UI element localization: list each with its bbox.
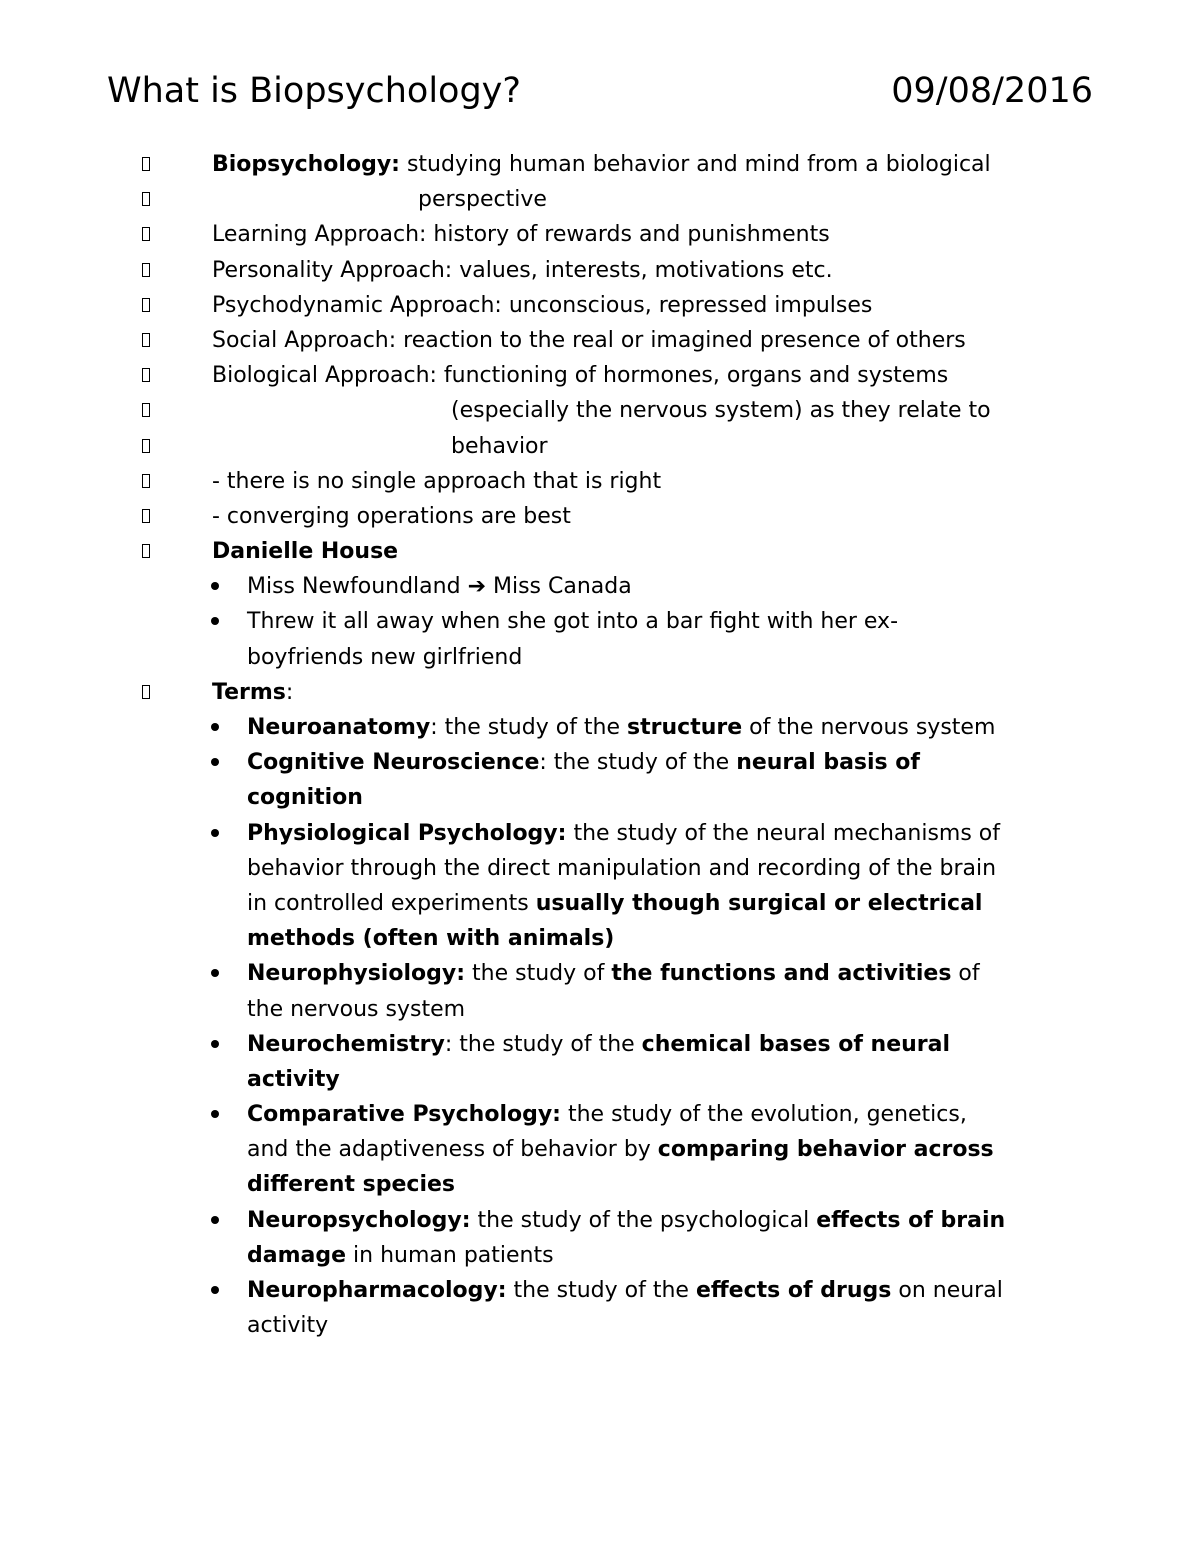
- list-item: Biological Approach: functioning of hormones, organs and systems: [0, 358, 1200, 393]
- list-item: Personality Approach: values, interests, motivations etc.: [0, 253, 1200, 288]
- list-item: - converging operations are best: [0, 499, 1200, 534]
- square-bullet-icon: [142, 544, 150, 558]
- term-label: Biopsychology:: [212, 152, 400, 177]
- square-bullet-icon: [142, 368, 150, 382]
- list-item: [0, 534, 1200, 569]
- square-bullet-icon: [142, 157, 150, 171]
- page-title: What is Biopsychology?: [107, 71, 521, 111]
- term-item-continued: cognition: [247, 785, 363, 811]
- square-bullet-icon: [142, 227, 150, 241]
- term-item-continued: and the adaptiveness of behavior by comparing behavior across: [247, 1137, 994, 1163]
- round-bullet-icon: [211, 582, 219, 590]
- term-item: Neuropharmacology: the study of the effects of drugs on neural: [0, 1273, 1200, 1308]
- round-bullet-icon: [211, 969, 219, 977]
- section-heading: Danielle House: [212, 539, 399, 565]
- round-bullet-icon: [211, 758, 219, 766]
- term-item-continued: activity: [247, 1066, 340, 1092]
- square-bullet-icon: [142, 685, 150, 699]
- square-bullet-icon: [142, 333, 150, 347]
- round-bullet-icon: [211, 1040, 219, 1048]
- sub-list-item: Miss Newfoundland ➔ Miss Canada: [0, 569, 1200, 604]
- sub-list-item-continued: boyfriends new girlfriend: [247, 644, 523, 670]
- square-bullet-icon: [142, 509, 150, 523]
- round-bullet-icon: [211, 1110, 219, 1118]
- square-bullet-icon: [142, 298, 150, 312]
- list-item: Biopsychology: studying human behavior and mind from a biological: [0, 147, 1200, 182]
- term-item: Neurophysiology: the study of the functions and activities of: [0, 956, 1200, 991]
- round-bullet-icon: [211, 1286, 219, 1294]
- list-item: - there is no single approach that is right: [0, 464, 1200, 499]
- list-item: Terms:: [0, 675, 1200, 710]
- section-heading: Terms: [212, 679, 286, 705]
- document-header: [107, 68, 1093, 114]
- list-item: perspective: [0, 182, 1200, 217]
- round-bullet-icon: [211, 1216, 219, 1224]
- list-item: Social Approach: reaction to the real or imagined presence of others: [0, 323, 1200, 358]
- term-item-continued: behavior through the direct manipulation and recording of the brain: [247, 855, 997, 881]
- term-item-continued: in controlled experiments usually though surgical or electrical: [247, 890, 983, 916]
- list-item: Psychodynamic Approach: unconscious, repressed impulses: [0, 288, 1200, 323]
- round-bullet-icon: [211, 617, 219, 625]
- term-item-continued: damage in human patients: [247, 1242, 554, 1268]
- arrow-right-icon: ➔: [467, 574, 486, 600]
- square-bullet-icon: [142, 192, 150, 206]
- round-bullet-icon: [211, 723, 219, 731]
- term-item: Neuroanatomy: the study of the structure of the nervous system: [0, 710, 1200, 745]
- note-date: 09/08/2016: [891, 71, 1093, 111]
- term-item-continued: methods (often with animals): [247, 926, 615, 952]
- square-bullet-icon: [142, 439, 150, 453]
- round-bullet-icon: [211, 829, 219, 837]
- notes-body: [0, 147, 1200, 1343]
- term-item: Neuropsychology: the study of the psychological effects of brain: [0, 1203, 1200, 1238]
- list-item: behavior: [0, 429, 1200, 464]
- list-item: Learning Approach: history of rewards and punishments: [0, 217, 1200, 252]
- term-item: Comparative Psychology: the study of the evolution, genetics,: [0, 1097, 1200, 1132]
- square-bullet-icon: [142, 474, 150, 488]
- term-item: Cognitive Neuroscience: the study of the neural basis of: [0, 745, 1200, 780]
- term-item-continued: different species: [247, 1172, 456, 1198]
- square-bullet-icon: [142, 263, 150, 277]
- list-item: (especially the nervous system) as they relate to: [0, 393, 1200, 428]
- term-item: Neurochemistry: the study of the chemical bases of neural: [0, 1027, 1200, 1062]
- sub-list-item: Threw it all away when she got into a bar fight with her ex-: [0, 604, 1200, 639]
- square-bullet-icon: [142, 403, 150, 417]
- term-item-continued: the nervous system: [247, 996, 466, 1022]
- term-item: Physiological Psychology: the study of the neural mechanisms of: [0, 816, 1200, 851]
- term-item-continued: activity: [247, 1313, 329, 1339]
